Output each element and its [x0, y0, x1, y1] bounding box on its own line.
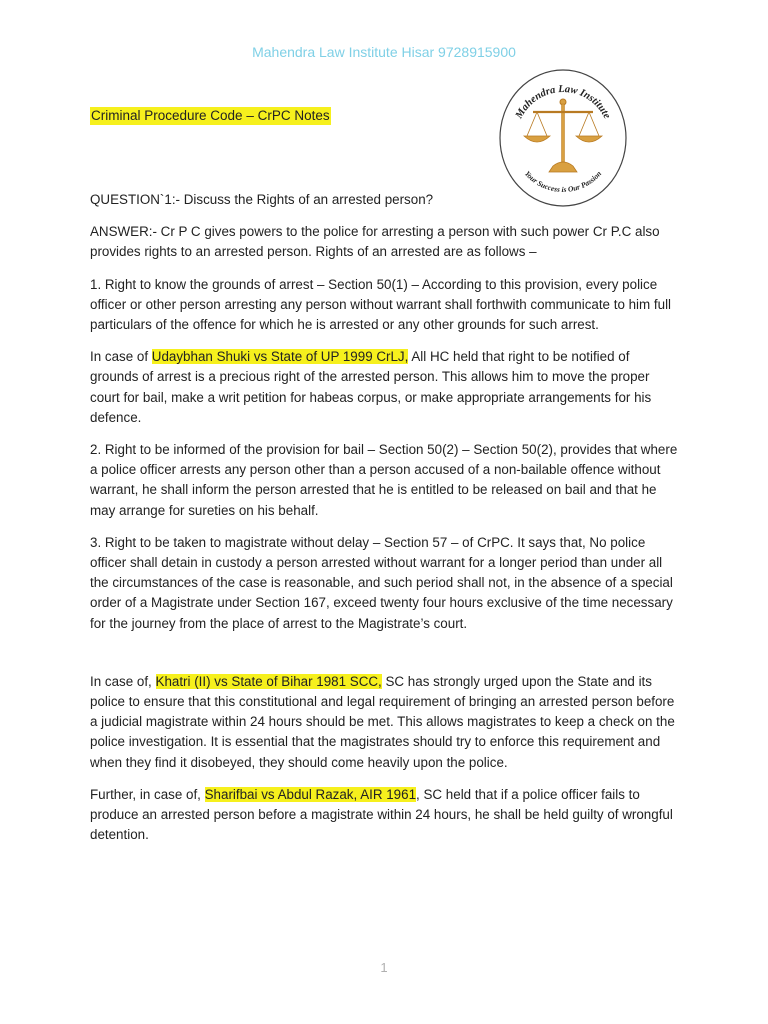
logo-bottom-text: Your Success is Our Passion — [522, 169, 604, 195]
question-heading: QUESTION`1:- Discuss the Rights of an arrested person? — [90, 192, 434, 207]
logo-top-text: Mahendra Law Institute — [513, 83, 613, 121]
right-1-paragraph: 1. Right to know the grounds of arrest – Section 50(1) – According to this provision, every police officer or other person arresting any person without warrant shall forthwith communicate to him full particulars of the offence for which he is arrested or any other grounds for such arrest. — [90, 276, 672, 333]
scales-of-justice-icon — [524, 99, 602, 172]
case-udaybhan-paragraph: In case of Udaybhan Shuki vs State of UP 1999 CrLJ, All HC held that right to be notified of grounds of arrest is a precious right of the arrested person. This allows him to move the proper court for bail, make a writ petition for habeas corpus, or make appropriate arrangements for his defence. — [90, 349, 652, 425]
page-header: Mahendra Law Institute Hisar 9728915900 — [252, 44, 516, 60]
case-khatri-paragraph: In case of, Khatri (II) vs State of Bihar 1981 SCC, SC has strongly urged upon the State and its police to ensure that this constitutional and legal requirement of bringing an arrested person before a judicial magistrate within 24 hours should be met. This allows magistrates to keep a check on the police investigation. It is essential that the magistrates should try to enforce this requirement and when they find it disobeyed, they should come heavily upon the police. — [90, 673, 675, 770]
right-2-paragraph: 2. Right to be informed of the provision for bail – Section 50(2) – Section 50(2), provides that where a police officer arrests any person other than a person accused of a non-bailable offence without warrant, he shall inform the person arrested that he is entitled to be released on bail and that he may arrange for sureties on his behalf. — [90, 442, 678, 518]
case-citation-highlight: Khatri (II) vs State of Bihar 1981 SCC, — [155, 673, 382, 689]
document-body — [90, 190, 680, 857]
case-sharifbai-paragraph: Further, in case of, Sharifbai vs Abdul Razak, AIR 1961, SC held that if a police officer fails to produce an arrested person before a magistrate within 24 hours, he shall be held guilty of wrongful detention. — [90, 786, 673, 843]
answer-paragraph: ANSWER:- Cr P C gives powers to the police for arresting a person with such power Cr P.C also provides rights to an arrested person. Rights of an arrested are as follows – — [90, 224, 660, 260]
case-citation-highlight: Sharifbai vs Abdul Razak, AIR 1961 — [204, 786, 417, 802]
case-citation-highlight: Udaybhan Shuki vs State of UP 1999 CrLJ, — [151, 349, 409, 365]
document-title: Criminal Procedure Code – CrPC Notes — [91, 108, 330, 123]
page-number: 1 — [380, 960, 388, 975]
right-3-paragraph: 3. Right to be taken to magistrate without delay – Section 57 – of CrPC. It says that, No police officer shall detain in custody a person arrested without warrant for a longer period than under all the circumstances of the case is reasonable, and such period shall not, in the absence of a special order of a Magistrate under Section 167, exceed twenty four hours exclusive of the time necessary for the journey from the place of arrest to the Magistrate’s court. — [90, 534, 673, 631]
